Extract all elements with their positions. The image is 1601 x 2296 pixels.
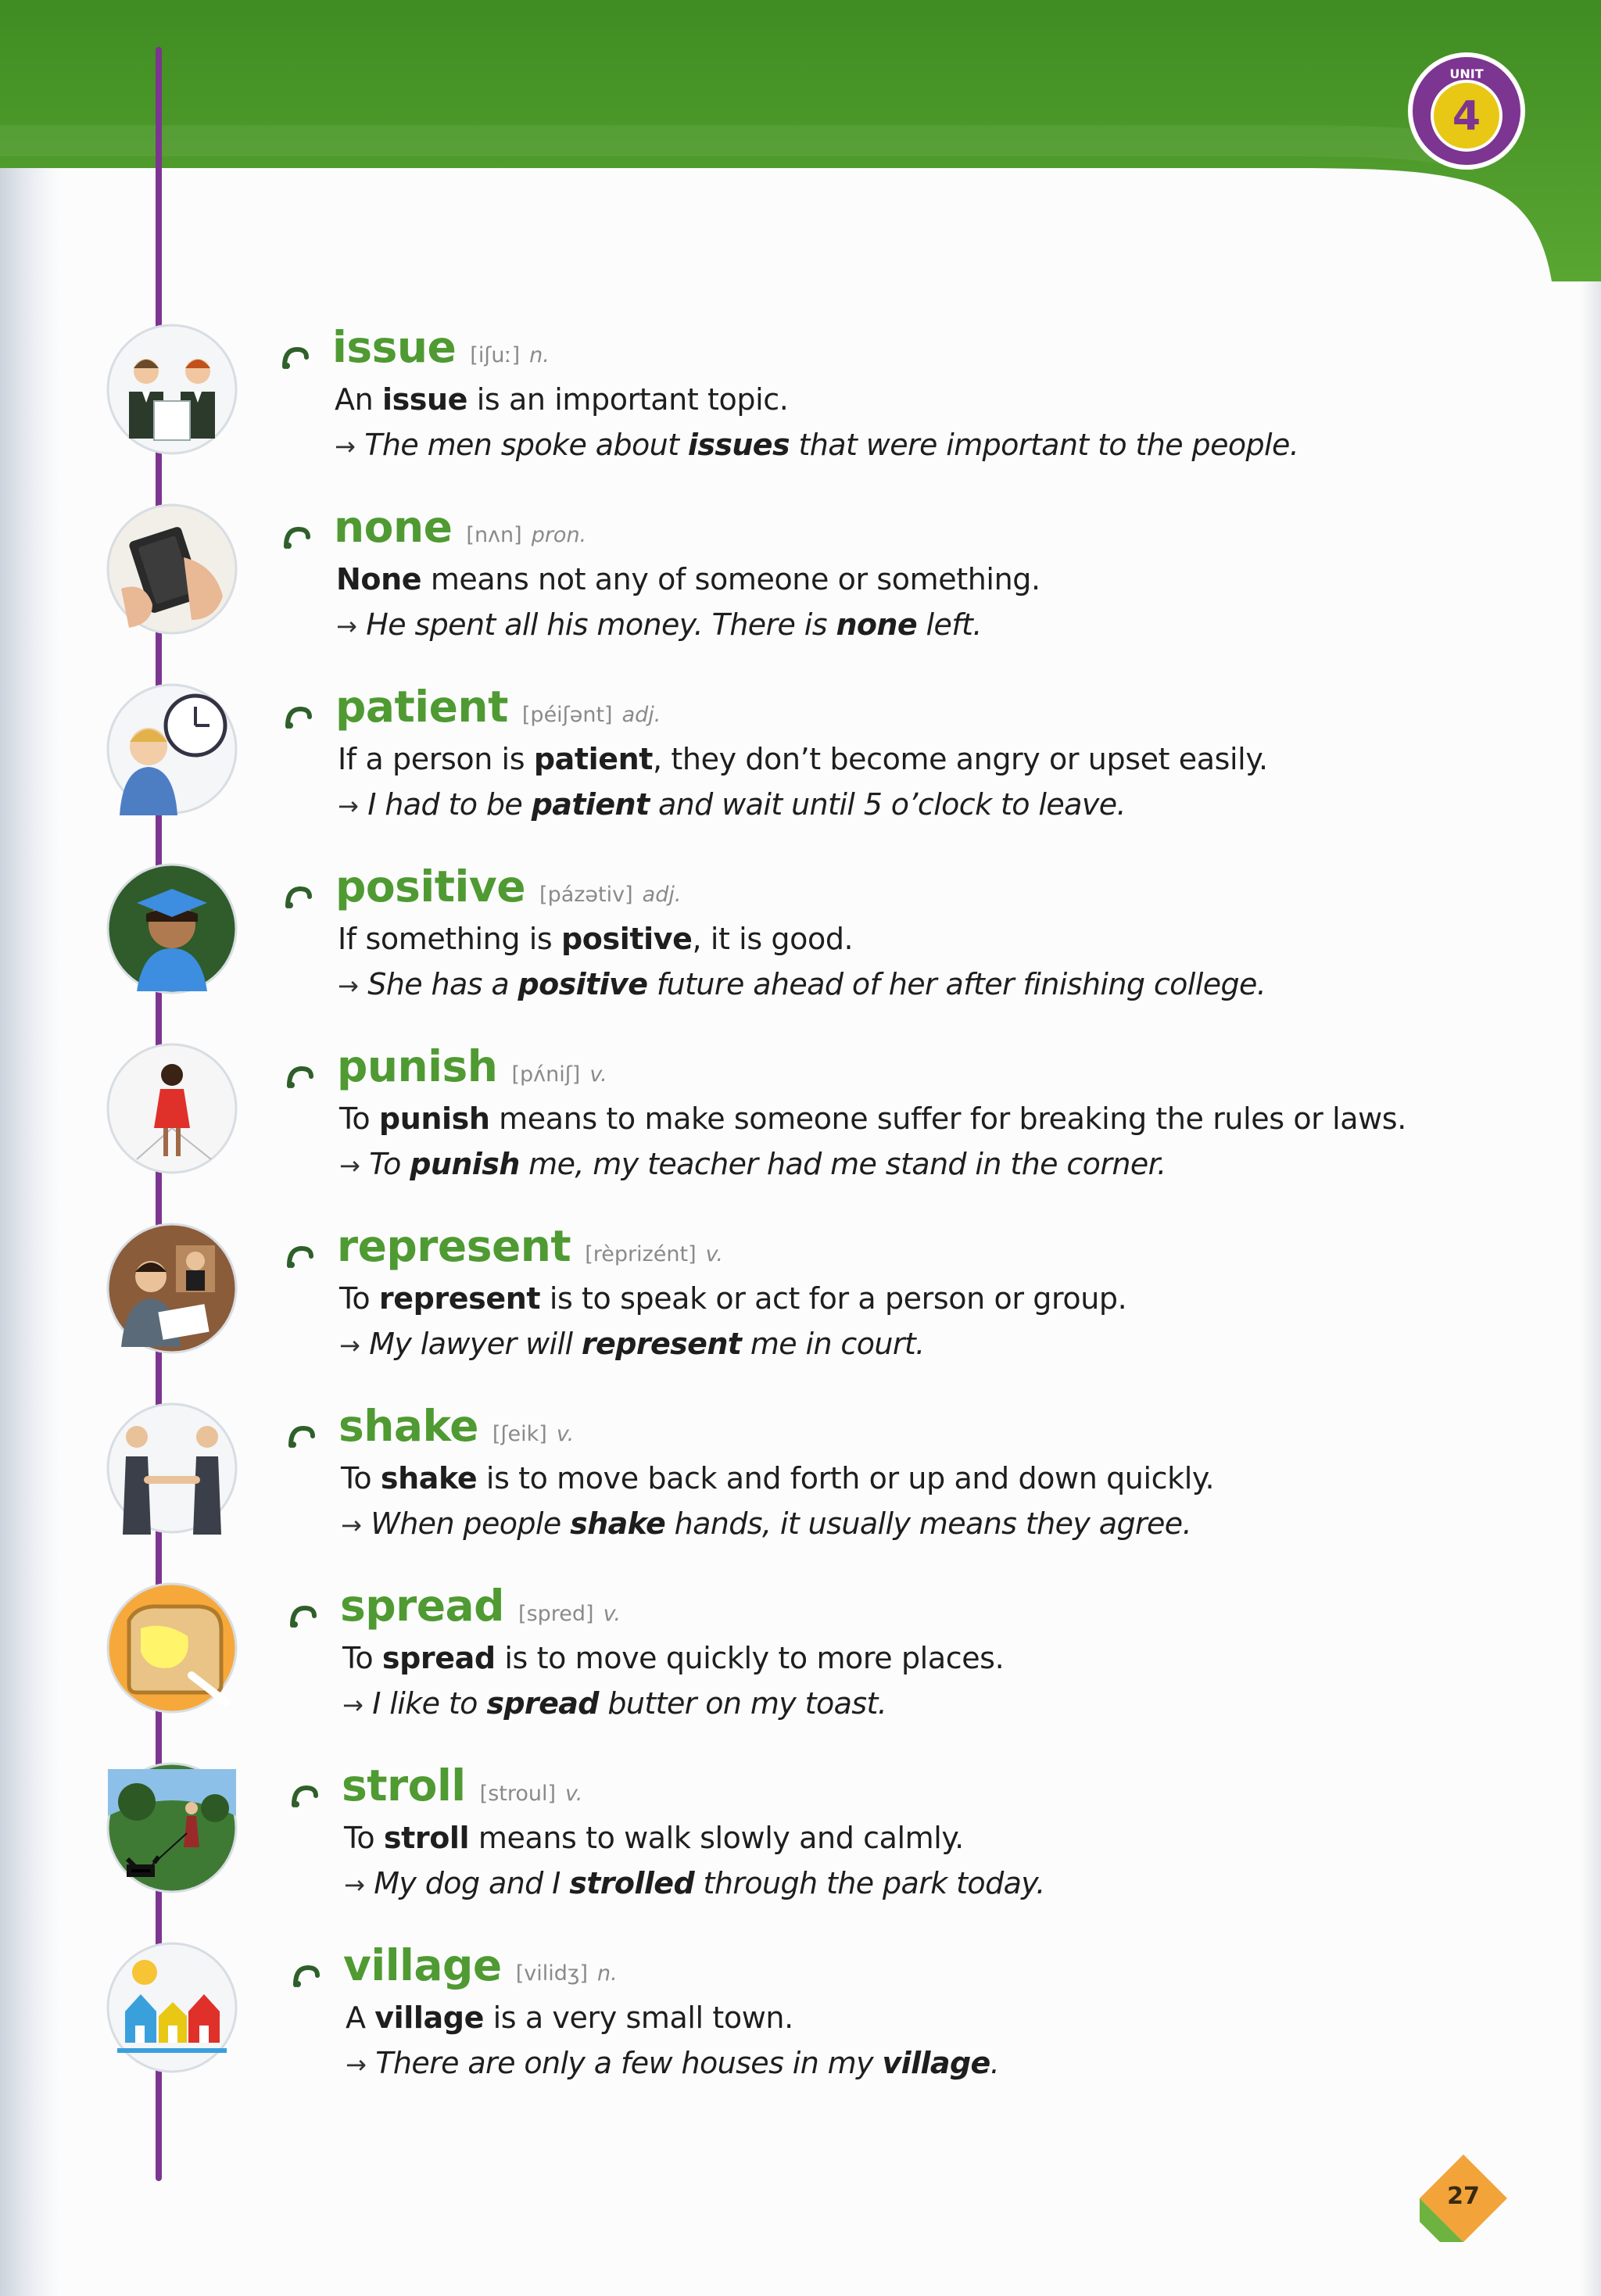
pronunciation: [rèprizént] <box>585 1242 697 1266</box>
definition <box>341 1458 1214 1499</box>
example-sentence <box>344 1863 1045 1905</box>
headword: none <box>334 502 453 552</box>
empty-wallet-icon <box>106 503 238 636</box>
definition-keyword: spread <box>381 1641 496 1675</box>
pronunciation: [stroul] <box>479 1782 557 1806</box>
vocabulary-entry <box>0 1222 1601 1402</box>
vocabulary-entry <box>0 1042 1601 1222</box>
example-keyword: represent <box>581 1327 742 1361</box>
example-sentence <box>338 784 1126 826</box>
pronunciation: [pázətiv] <box>539 883 633 907</box>
courtroom-lawyer-icon <box>106 1222 238 1355</box>
unit-number: 4 <box>1452 93 1481 140</box>
pronunciation: [nʌn] <box>466 523 522 547</box>
part-of-speech: adj. <box>621 703 661 727</box>
definition-text: means to make someone suffer for breaking the rules or laws. <box>489 1101 1406 1136</box>
two-men-speaking-icon <box>106 323 238 456</box>
page-number-tab <box>1417 2151 1510 2245</box>
example-text: I had to be <box>367 787 532 822</box>
audio-bullet-icon <box>291 1965 322 1991</box>
definition <box>344 1818 964 1858</box>
definition-keyword: stroll <box>383 1821 470 1855</box>
headword-line <box>335 862 681 922</box>
example-keyword: punish <box>410 1147 520 1181</box>
definition-text: To <box>341 1461 381 1495</box>
example-keyword: none <box>836 607 918 642</box>
definition-keyword: village <box>374 2000 484 2035</box>
example-sentence <box>339 1144 1166 1186</box>
arrow-right-icon: → <box>338 971 359 1001</box>
example-text: through the park today. <box>694 1866 1045 1900</box>
audio-bullet-icon <box>286 1425 317 1452</box>
example-text: She has a <box>367 967 518 1001</box>
example-text: When people <box>371 1506 571 1541</box>
example-text: butter on my toast. <box>598 1686 887 1721</box>
dog-walk-park-icon <box>106 1761 238 1894</box>
part-of-speech: adj. <box>642 883 682 907</box>
part-of-speech: v. <box>603 1602 621 1626</box>
definition <box>339 1278 1126 1319</box>
definition-text: To <box>342 1641 382 1675</box>
example-keyword: spread <box>486 1686 599 1721</box>
part-of-speech: pron. <box>531 523 587 547</box>
example-text: me, my teacher had me stand in the corner. <box>519 1147 1166 1181</box>
audio-bullet-icon <box>281 526 313 553</box>
vocabulary-entry <box>0 1761 1601 1941</box>
pronunciation: [iʃuː] <box>470 343 521 367</box>
definition-text: If a person is <box>338 742 534 776</box>
header-band <box>0 0 1601 281</box>
definition-text: means not any of someone or something. <box>421 562 1040 596</box>
example-keyword: shake <box>570 1506 666 1541</box>
example-sentence <box>342 1683 886 1725</box>
headword-line <box>342 1761 582 1821</box>
headword: shake <box>338 1401 478 1451</box>
arrow-right-icon: → <box>336 611 357 641</box>
audio-bullet-icon <box>283 706 314 732</box>
arrow-right-icon: → <box>342 1690 364 1720</box>
example-keyword: village <box>882 2046 990 2080</box>
example-text: My lawyer will <box>369 1327 582 1361</box>
definition-text: is to move quickly to more places. <box>495 1641 1005 1675</box>
pronunciation: [pʌ́niʃ] <box>511 1062 581 1087</box>
definition <box>338 919 853 959</box>
part-of-speech: v. <box>556 1422 575 1446</box>
butter-toast-icon <box>106 1581 238 1714</box>
example-keyword: strolled <box>569 1866 695 1900</box>
headword-line <box>340 1581 621 1641</box>
pronunciation: [vilidʒ] <box>515 1961 588 1986</box>
handshake-icon <box>106 1402 238 1535</box>
headword-line <box>334 503 586 562</box>
definition-keyword: punish <box>378 1101 490 1136</box>
definition-keyword: patient <box>533 742 654 776</box>
example-keyword: issues <box>687 428 790 462</box>
headword: patient <box>335 682 508 732</box>
headword: represent <box>337 1221 571 1271</box>
vocabulary-entry <box>0 862 1601 1042</box>
example-text: hands, it usually means they agree. <box>665 1506 1192 1541</box>
man-with-clock-icon <box>106 682 238 815</box>
vocabulary-entry <box>0 1941 1601 2121</box>
example-text: To <box>369 1147 410 1181</box>
vocabulary-entry <box>0 1402 1601 1581</box>
headword-line <box>343 1941 618 2000</box>
arrow-right-icon: → <box>339 1151 360 1180</box>
example-text: The men spoke about <box>364 428 688 462</box>
vocabulary-entry <box>0 1581 1601 1761</box>
audio-bullet-icon <box>280 346 311 373</box>
definition-keyword: shake <box>380 1461 478 1495</box>
headword: stroll <box>342 1761 466 1811</box>
headword-line <box>337 1042 607 1101</box>
part-of-speech: n. <box>597 1961 618 1986</box>
headword: issue <box>332 322 457 372</box>
pronunciation: [spred] <box>518 1602 594 1626</box>
example-text: . <box>990 2046 1000 2080</box>
headword: village <box>343 1940 502 1990</box>
example-sentence <box>338 964 1266 1006</box>
definition <box>335 379 788 420</box>
definition <box>342 1638 1004 1678</box>
definition-text: If something is <box>338 922 561 956</box>
definition-text: A <box>346 2000 375 2035</box>
audio-bullet-icon <box>288 1605 319 1632</box>
headword: punish <box>337 1041 498 1091</box>
vocabulary-entry <box>0 323 1601 503</box>
definition-text: means to walk slowly and calmly. <box>469 1821 964 1855</box>
definition-text: To <box>344 1821 384 1855</box>
headword-line <box>335 682 661 742</box>
pronunciation: [ʃeik] <box>492 1422 547 1446</box>
example-sentence <box>335 424 1298 467</box>
example-text: There are only a few houses in my <box>375 2046 883 2080</box>
arrow-right-icon: → <box>346 2050 367 2079</box>
part-of-speech: v. <box>565 1782 583 1806</box>
vocabulary-entry <box>0 682 1601 862</box>
graduate-icon <box>106 862 238 995</box>
definition <box>339 1098 1406 1139</box>
arrow-right-icon: → <box>338 791 359 821</box>
example-keyword: positive <box>518 967 648 1001</box>
arrow-right-icon: → <box>341 1510 362 1540</box>
example-text: future ahead of her after finishing college. <box>647 967 1266 1001</box>
definition-text: To <box>339 1281 379 1316</box>
part-of-speech: v. <box>589 1062 607 1087</box>
unit-badge <box>1404 48 1529 174</box>
definition-text: is to move back and forth or up and down quickly. <box>477 1461 1215 1495</box>
page-number: 27 <box>1447 2183 1480 2210</box>
pronunciation: [péiʃənt] <box>521 703 613 727</box>
definition <box>346 1997 793 2038</box>
part-of-speech: n. <box>529 343 550 367</box>
headword: positive <box>335 861 526 912</box>
example-text: me in court. <box>741 1327 925 1361</box>
definition-keyword: positive <box>561 922 693 956</box>
definition-text: is an important topic. <box>467 382 789 417</box>
definition-text: is a very small town. <box>483 2000 793 2035</box>
definition-text: , they don’t become angry or upset easily. <box>653 742 1268 776</box>
example-text: He spent all his money. There is <box>366 607 836 642</box>
definition <box>336 559 1040 600</box>
definition-keyword: issue <box>381 382 468 417</box>
definition <box>338 739 1268 779</box>
headword-line <box>338 1402 574 1461</box>
example-sentence <box>339 1324 925 1366</box>
example-sentence <box>336 604 982 647</box>
girl-in-corner-icon <box>106 1042 238 1175</box>
example-text: and wait until 5 o’clock to leave. <box>649 787 1126 822</box>
arrow-right-icon: → <box>344 1870 365 1900</box>
example-text: that were important to the people. <box>790 428 1299 462</box>
part-of-speech: v. <box>705 1242 723 1266</box>
village-houses-icon <box>106 1941 238 2074</box>
example-text: left. <box>917 607 982 642</box>
audio-bullet-icon <box>285 1066 316 1092</box>
unit-label: UNIT <box>1449 66 1484 81</box>
example-sentence <box>341 1503 1191 1546</box>
definition-keyword: None <box>336 562 422 596</box>
definition-keyword: represent <box>378 1281 541 1316</box>
example-text: I like to <box>372 1686 487 1721</box>
arrow-right-icon: → <box>339 1331 360 1360</box>
definition-text: , it is good. <box>692 922 854 956</box>
vocabulary-entry <box>0 503 1601 682</box>
definition-text: To <box>339 1101 379 1136</box>
audio-bullet-icon <box>285 1245 316 1272</box>
example-text: My dog and I <box>374 1866 570 1900</box>
audio-bullet-icon <box>289 1785 321 1811</box>
example-keyword: patient <box>531 787 650 822</box>
example-sentence <box>346 2043 999 2085</box>
arrow-right-icon: → <box>335 432 356 461</box>
headword: spread <box>340 1581 505 1631</box>
headword-line <box>337 1222 723 1281</box>
definition-text: is to speak or act for a person or group. <box>540 1281 1127 1316</box>
audio-bullet-icon <box>283 886 314 912</box>
headword-line <box>332 323 550 382</box>
definition-text: An <box>335 382 382 417</box>
